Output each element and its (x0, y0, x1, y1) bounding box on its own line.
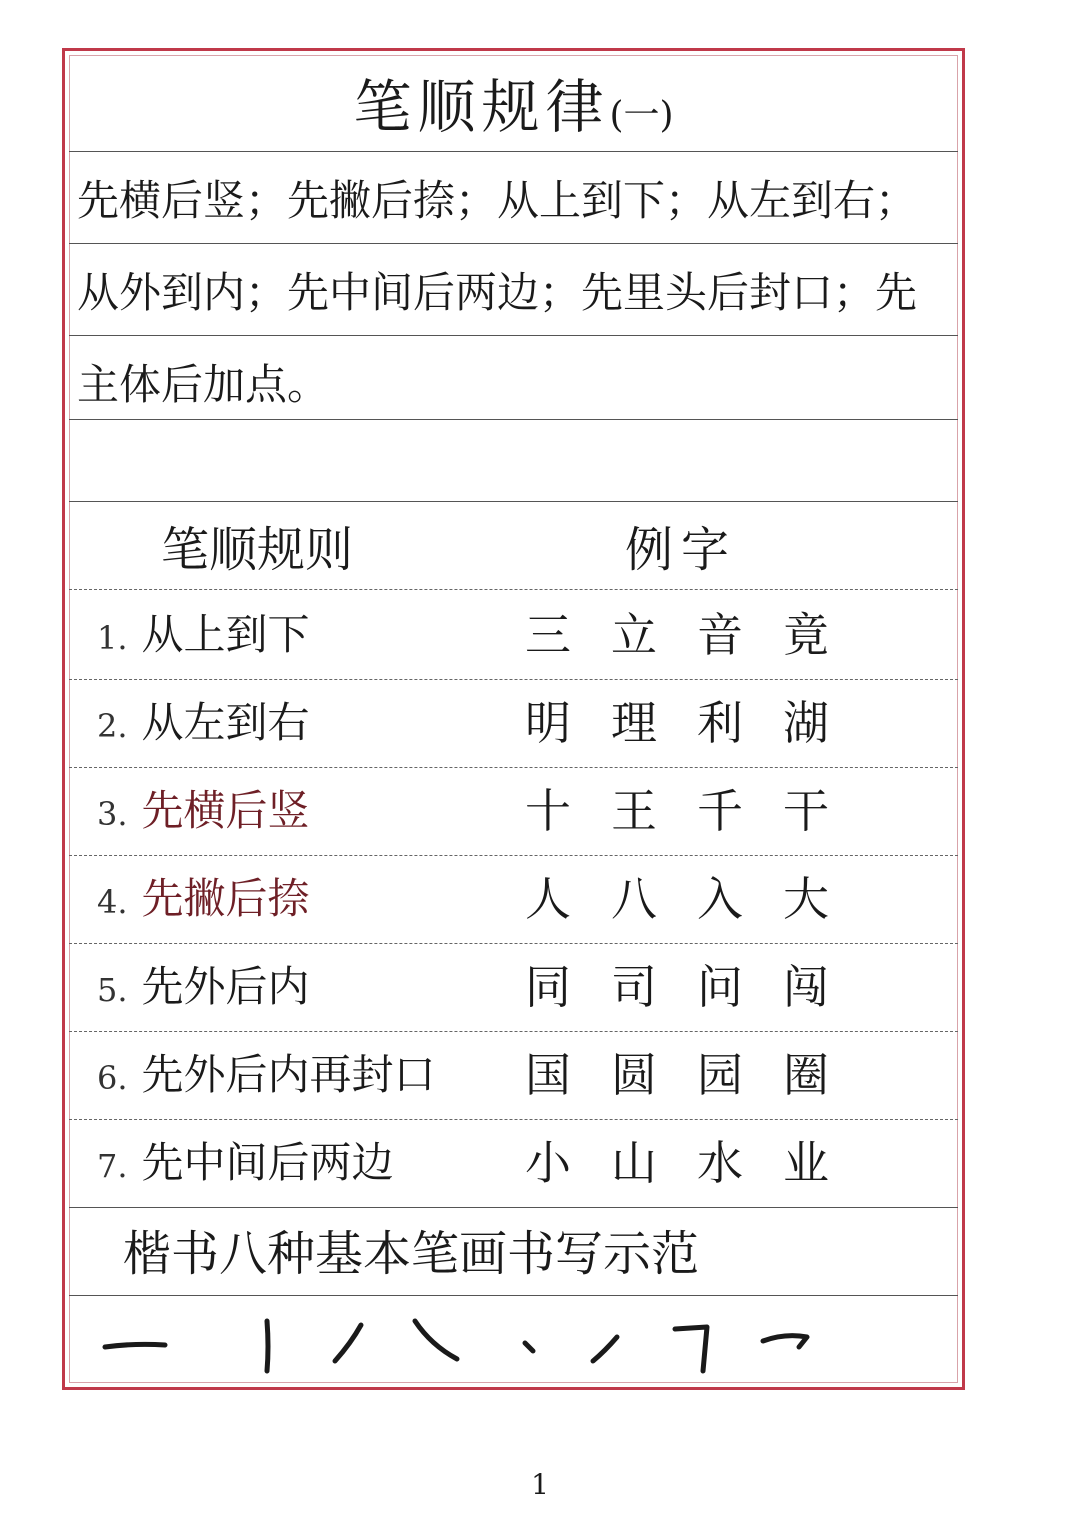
rule-label: 从左到右 (141, 698, 310, 747)
example-char: 王 (611, 784, 657, 838)
strokes-section-title: 楷书八种基本笔画书写示范 (123, 1226, 700, 1282)
example-chars (505, 1119, 849, 1207)
example-char: 湖 (783, 696, 829, 750)
example-chars (505, 1031, 849, 1119)
example-chars (505, 591, 849, 679)
table-row (65, 1119, 962, 1207)
example-char: 水 (697, 1136, 743, 1190)
shu-stroke-icon (267, 1321, 268, 1371)
rule-label: 先中间后两边 (141, 1138, 394, 1187)
rule-text (97, 767, 310, 858)
example-char: 圆 (611, 1048, 657, 1102)
example-char: 八 (611, 872, 657, 926)
example-char: 大 (783, 872, 829, 926)
example-char: 利 (697, 696, 743, 750)
rule-label: 先外后内 (141, 962, 310, 1011)
example-char: 十 (525, 784, 571, 838)
rule-text (97, 679, 310, 770)
row-number: 1. (97, 619, 128, 657)
example-char: 立 (611, 608, 657, 662)
row-number: 5. (97, 971, 128, 1009)
rule-text (97, 1119, 394, 1210)
rule-line (69, 501, 958, 502)
example-char: 人 (525, 872, 571, 926)
table-row (65, 591, 962, 679)
rule-line (69, 151, 958, 152)
rule-text (97, 943, 310, 1034)
rule-label: 先横后竖 (141, 786, 310, 835)
example-char: 千 (697, 784, 743, 838)
intro-line-3: 主体后加点。 (77, 360, 330, 409)
example-char: 入 (697, 872, 743, 926)
table-header-rule: 笔顺规则 (161, 522, 354, 578)
rule-label: 从上到下 (141, 610, 310, 659)
example-char: 问 (697, 960, 743, 1014)
na-stroke-icon (415, 1321, 457, 1359)
example-char: 业 (783, 1136, 829, 1190)
example-char: 司 (611, 960, 657, 1014)
page-frame (62, 48, 965, 1390)
example-char: 同 (525, 960, 571, 1014)
page-title (65, 69, 962, 145)
gou-stroke-icon (763, 1336, 807, 1347)
example-char: 音 (697, 608, 743, 662)
heng-stroke-icon (105, 1344, 165, 1347)
ti-stroke-icon (593, 1337, 617, 1361)
page-number: 1 (531, 1468, 549, 1501)
title-main: 笔顺规律 (353, 73, 610, 141)
example-char: 小 (525, 1136, 571, 1190)
table-row (65, 767, 962, 855)
stroke-demo-row (95, 1307, 815, 1377)
example-chars (505, 943, 849, 1031)
dian-stroke-icon (525, 1343, 533, 1351)
row-number: 3. (97, 795, 128, 833)
example-char: 闯 (783, 960, 829, 1014)
rule-label: 先外后内再封口 (141, 1050, 436, 1099)
example-char: 国 (525, 1048, 571, 1102)
table-row (65, 679, 962, 767)
example-chars (505, 767, 849, 855)
example-char: 三 (525, 608, 571, 662)
example-char: 干 (783, 784, 829, 838)
rule-label: 先撇后捺 (141, 874, 310, 923)
row-number: 2. (97, 707, 128, 745)
example-char: 园 (697, 1048, 743, 1102)
table-row (65, 1031, 962, 1119)
title-sub: (一) (609, 95, 674, 136)
example-chars (505, 855, 849, 943)
example-char: 山 (611, 1136, 657, 1190)
table-row (65, 855, 962, 943)
intro-line-1: 先横后竖；先撇后捺；从上到下；从左到右； (77, 176, 918, 225)
example-char: 圈 (783, 1048, 829, 1102)
example-char: 理 (611, 696, 657, 750)
intro-line-2: 从外到内；先中间后两边；先里头后封口；先 (77, 268, 918, 317)
row-number: 6. (97, 1059, 128, 1097)
example-char: 明 (525, 696, 571, 750)
example-char: 竟 (783, 608, 829, 662)
row-number: 4. (97, 883, 128, 921)
rule-text (97, 855, 310, 946)
pie-stroke-icon (335, 1325, 361, 1361)
stroke-demo-svg (95, 1307, 815, 1377)
rule-text (97, 1031, 436, 1122)
table-header-example: 例字 (625, 522, 738, 578)
table-row (65, 943, 962, 1031)
zhe-stroke-icon (675, 1327, 707, 1371)
example-chars (505, 679, 849, 767)
rule-text (97, 591, 310, 682)
row-number: 7. (97, 1147, 128, 1185)
